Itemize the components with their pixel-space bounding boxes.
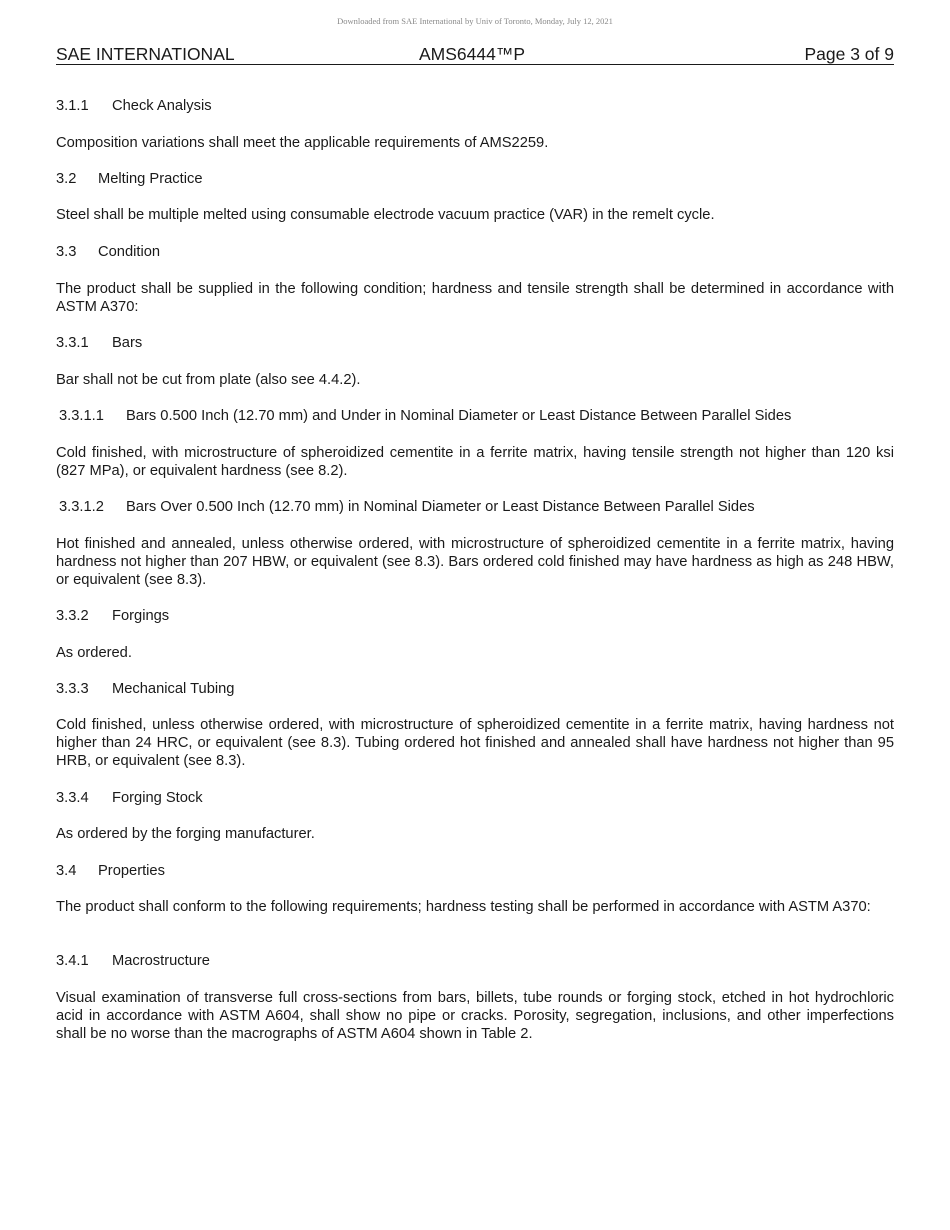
section-title: Mechanical Tubing [112,681,235,697]
section-heading [56,243,894,261]
paragraph: Cold finished, with microstructure of spheroidized cementite in a ferrite matrix, having tensile strength not higher than 120 ksi (827 MPa), or equivalent hardness (see 8.2). [56,445,894,480]
section-number: 3.3.1.1 [59,408,104,424]
section-title: Condition [98,244,161,260]
section-heading [56,789,894,807]
paragraph: The product shall be supplied in the following condition; hardness and tensile strength shall be determined in accordance with ASTM A370: [56,281,894,316]
paragraph: As ordered. [56,645,132,661]
header-organization: SAE INTERNATIONAL [56,44,235,64]
section-title: Forgings [112,608,170,624]
section-number: 3.2 [56,171,77,187]
paragraph: The product shall conform to the following requirements; hardness testing shall be performed in accordance with ASTM A370: [56,899,871,915]
section-heading [56,607,894,625]
section-number: 3.3.2 [56,608,89,624]
section-heading [56,862,894,880]
section-title: Bars 0.500 Inch (12.70 mm) and Under in Nominal Diameter or Least Distance Between Parallel Sides [126,408,792,424]
paragraph: As ordered by the forging manufacturer. [56,826,315,842]
section-title: Forging Stock [112,790,203,806]
section-number: 3.3.3 [56,681,89,697]
section-number: 3.4 [56,863,77,879]
section-title: Bars Over 0.500 Inch (12.70 mm) in Nominal Diameter or Least Distance Between Parallel Sides [126,499,755,515]
paragraph: Composition variations shall meet the applicable requirements of AMS2259. [56,135,549,151]
section-title: Bars [112,335,143,351]
section-number: 3.3.4 [56,790,89,806]
section-number: 3.3.1 [56,335,89,351]
paragraph: Hot finished and annealed, unless otherwise ordered, with microstructure of spheroidized cementite in a ferrite matrix, having hardness not higher than 207 HBW, or equivalent (see 8.3). Bars ordered cold finished may have hardness as high as 248 HBW, or equivalent (see 8.3). [56,536,894,589]
download-watermark: Downloaded from SAE International by Univ of Toronto, Monday, July 12, 2021 [337,16,613,26]
section-heading [56,170,894,188]
section-title: Properties [98,863,165,879]
section-title: Check Analysis [112,98,212,114]
paragraph: Steel shall be multiple melted using consumable electrode vacuum practice (VAR) in the remelt cycle. [56,207,715,223]
paragraph: Cold finished, unless otherwise ordered, with microstructure of spheroidized cementite in a ferrite matrix, having hardness not higher than 24 HRC, or equivalent (see 8.3). Tubing ordered hot finished and annealed shall have hardness not higher than 95 HRB, or equivalent (see 8.3). [56,717,894,770]
section-title: Macrostructure [112,953,210,969]
page-header [56,44,894,65]
section-number: 3.1.1 [56,98,89,114]
section-heading [56,97,894,115]
section-heading [59,498,897,516]
section-heading [56,952,894,970]
section-heading [56,680,894,698]
section-number: 3.3.1.2 [59,499,104,515]
section-heading [59,407,897,425]
header-page-number: Page 3 of 9 [804,44,894,64]
section-number: 3.3 [56,244,77,260]
header-document-number: AMS6444™P [419,44,526,64]
section-title: Melting Practice [98,171,203,187]
paragraph: Visual examination of transverse full cross-sections from bars, billets, tube rounds or forging stock, etched in hot hydrochloric acid in accordance with ASTM A604, shall show no pipe or cracks. Porosity, segregation, inclusions, and other imperfections shall be no worse than the macrographs of ASTM A604 shown in Table 2. [56,990,894,1043]
section-number: 3.4.1 [56,953,89,969]
paragraph: Bar shall not be cut from plate (also see 4.4.2). [56,372,361,388]
section-heading [56,334,894,352]
